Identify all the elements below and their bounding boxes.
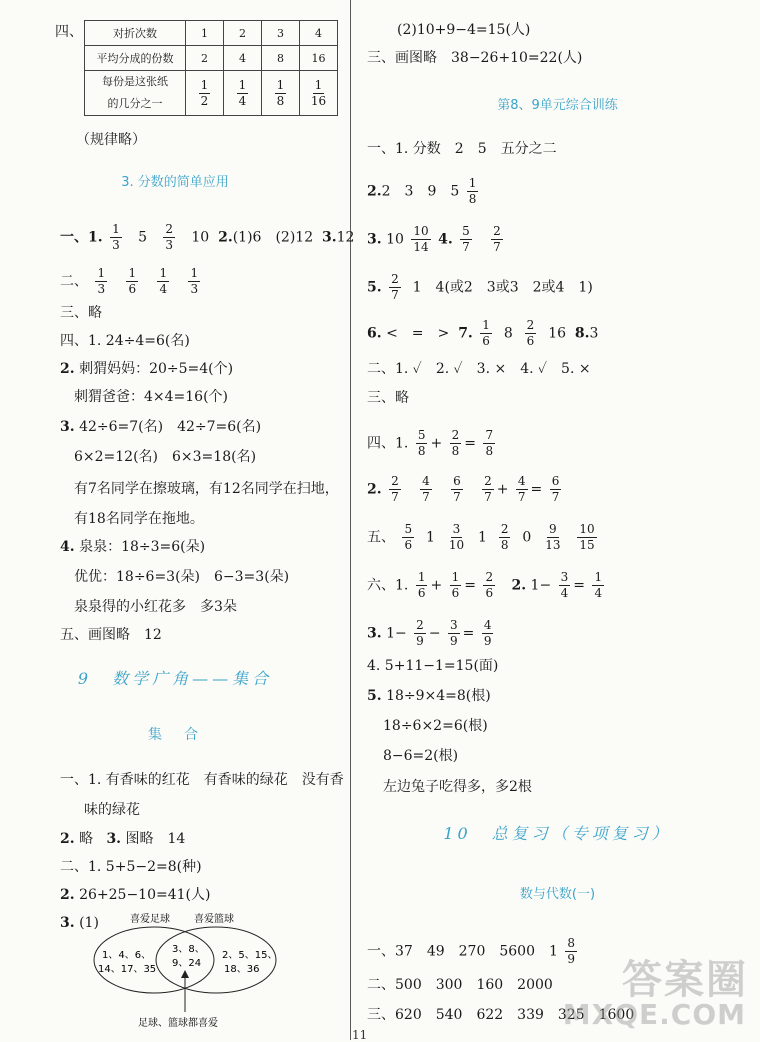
table-cell — [224, 71, 262, 116]
table-row — [85, 21, 338, 46]
table-cell: 2 — [186, 46, 224, 71]
venn-label-left: 喜爱足球 — [130, 914, 170, 925]
answer-line: (2)10+9−4=15(人) — [397, 22, 531, 38]
answer-line: 3. (1) — [60, 915, 99, 931]
fraction: $\frac{1}{2}$ — [200, 77, 209, 108]
answer-line: 一、1. 分数 2 5 五分之二 — [367, 141, 557, 157]
answer-line: 三、略 — [367, 390, 409, 406]
table-cell — [186, 71, 224, 116]
answer-line: 2. 26+25−10=41(人) — [60, 887, 211, 903]
table-cell — [262, 71, 300, 116]
answer-line: 4. 5+11−1=15(面) — [367, 658, 499, 674]
answer-line: 2. $\frac{2}{7}$ $\frac{4}{7}$ $\frac{6}{7}$ $\frac{2}{7}$ + $\frac{4}{7}$ = $\frac{6}{7}$ — [367, 474, 560, 504]
section-title: 第8、9单元综合训练 — [497, 98, 618, 113]
fraction: $\frac{1}{8}$ — [276, 77, 285, 108]
page-number: 11 — [352, 1028, 368, 1042]
venn-mid-nums: 9、24 — [172, 958, 202, 969]
venn-left-nums: 1、4、6、 — [102, 950, 152, 961]
venn-left-nums: 14、17、35 — [98, 964, 157, 975]
answer-line: 刺猬爸爸：4×4=16(个) — [74, 389, 229, 405]
answer-line: 左边兔子吃得多，多2根 — [383, 779, 532, 795]
answer-line: 三、画图略 38−26+10=22(人) — [367, 50, 583, 66]
table-cell: 3 — [262, 21, 300, 46]
table-cell: 4 — [224, 46, 262, 71]
fraction: $\frac{1}{4}$ — [238, 77, 247, 108]
answer-line: 二、500 300 160 2000 — [367, 977, 553, 993]
answer-line: 2. 刺猬妈妈：20÷5=4(个) — [60, 361, 234, 377]
table-cell: 1 — [186, 21, 224, 46]
watermark-logo: 答案圈 — [622, 957, 748, 1003]
answer-line: 一、37 49 270 5600 1 $\frac{8}{9}$ — [367, 936, 575, 966]
fraction: $\frac{1}{16}$ — [310, 77, 327, 108]
table-cell: 2 — [224, 21, 262, 46]
answer-line: 泉泉得的小红花多 多3朵 — [74, 599, 237, 615]
table-row — [85, 71, 338, 116]
table-header-cell: 平均分成的份数 — [85, 46, 186, 71]
answer-line: 二、 $\frac{1}{3}$ $\frac{1}{6}$ $\frac{1}{4}$ $\frac{1}{3}$ — [60, 266, 199, 296]
answer-line: 4. 泉泉：18÷3=6(朵) — [60, 539, 206, 555]
answer-line: 一、1. $\frac{1}{3}$ 5 $\frac{2}{3}$ 10 2.(1)6 (2)12 3.12 — [60, 222, 355, 252]
answer-line: 四、1. $\frac{5}{8}$ + $\frac{2}{8}$ = $\frac{7}{8}$ — [367, 428, 494, 458]
unit-title: 9 数学广角——集合 — [77, 669, 273, 688]
watermark-url: MXQE.COM — [562, 998, 746, 1031]
table-cell — [300, 71, 338, 116]
table-label: 四、 — [55, 24, 83, 40]
table-header-cell: 对折次数 — [85, 21, 186, 46]
venn-right-nums: 2、5、15、 — [222, 950, 278, 961]
answer-line: 二、1. 5+5−2=8(种) — [60, 859, 202, 875]
answer-line: 六、1. $\frac{1}{6}$ + $\frac{1}{6}$ = $\frac{2}{6}$ 2. 1− $\frac{3}{4}$ = $\frac{1}{4}$ — [367, 570, 603, 600]
answer-line: 有7名同学在擦玻璃，有12名同学在扫地， — [74, 481, 339, 497]
answer-line: 3. 42÷6=7(名) 42÷7=6(名) — [60, 419, 262, 435]
section-title: 数与代数(一) — [519, 887, 596, 902]
venn-mid-nums: 3、8、 — [172, 944, 205, 955]
answer-line: 2. 略 3. 图略 14 — [60, 831, 186, 847]
answer-line: 3. 1− $\frac{2}{9}$ − $\frac{3}{9}$ = $\frac{4}{9}$ — [367, 618, 492, 648]
table-row — [85, 46, 338, 71]
answer-line: 18÷6×2=6(根) — [383, 718, 488, 734]
answer-line: 2.2 3 9 5 $\frac{1}{8}$ — [367, 176, 477, 206]
answer-line: 味的绿花 — [84, 802, 140, 818]
answer-line: 一、1. 有香味的红花 有香味的绿花 没有香 — [60, 772, 344, 788]
venn-label-right: 喜爱篮球 — [194, 914, 234, 925]
answer-line: 5. $\frac{2}{7}$ 1 4(或2 3或3 2或4 1) — [367, 272, 593, 302]
table-cell: 4 — [300, 21, 338, 46]
header-line: 的几分之一 — [107, 97, 163, 110]
answer-line: 五、 $\frac{5}{6}$ 1 $\frac{3}{10}$ 1 $\frac{2}{8}$ 0 $\frac{9}{13}$ $\frac{10}{15}$ — [367, 522, 595, 552]
venn-arrow-head — [181, 970, 189, 978]
answer-line: 五、画图略 12 — [60, 627, 162, 643]
folding-table — [84, 20, 338, 116]
table-cell: 16 — [300, 46, 338, 71]
venn-caption: 足球、篮球都喜爱 — [138, 1018, 218, 1029]
section-title: 3. 分数的简单应用 — [121, 175, 229, 190]
answer-line: 3. 10 $\frac{10}{14}$ 4. $\frac{5}{7}$ $\frac{2}{7}$ — [367, 224, 501, 254]
answer-line: 有18名同学在拖地。 — [74, 511, 204, 527]
answer-line: 优优：18÷6=3(朵) 6−3=3(朵) — [74, 569, 290, 585]
venn-diagram — [92, 910, 282, 1030]
answer-line: 三、略 — [60, 305, 102, 321]
table-cell: 8 — [262, 46, 300, 71]
answer-line: 6×2=12(名) 6×3=18(名) — [74, 449, 257, 465]
answer-line: 三、620 540 622 339 325 1600 — [367, 1007, 635, 1023]
answer-line: 6. < = > 7. $\frac{1}{6}$ 8 $\frac{2}{6}$ 16 8.3 — [367, 318, 599, 348]
section-title: 集 合 — [148, 727, 202, 743]
note: （规律略） — [76, 132, 146, 148]
answer-line: 四、1. 24÷4=6(名) — [60, 333, 190, 349]
table-header-cell — [85, 71, 186, 116]
unit-title: 10 总复习（专项复习） — [443, 824, 672, 843]
answer-line: 二、1. ✓ 2. ✓ 3. × 4. ✓ 5. × — [367, 361, 591, 377]
answer-line: 5. 18÷9×4=8(根) — [367, 688, 491, 704]
venn-right-nums: 18、36 — [224, 964, 260, 975]
answer-line: 8−6=2(根) — [383, 748, 459, 764]
header-line: 每份是这张纸 — [102, 75, 168, 88]
column-divider — [350, 0, 351, 1040]
